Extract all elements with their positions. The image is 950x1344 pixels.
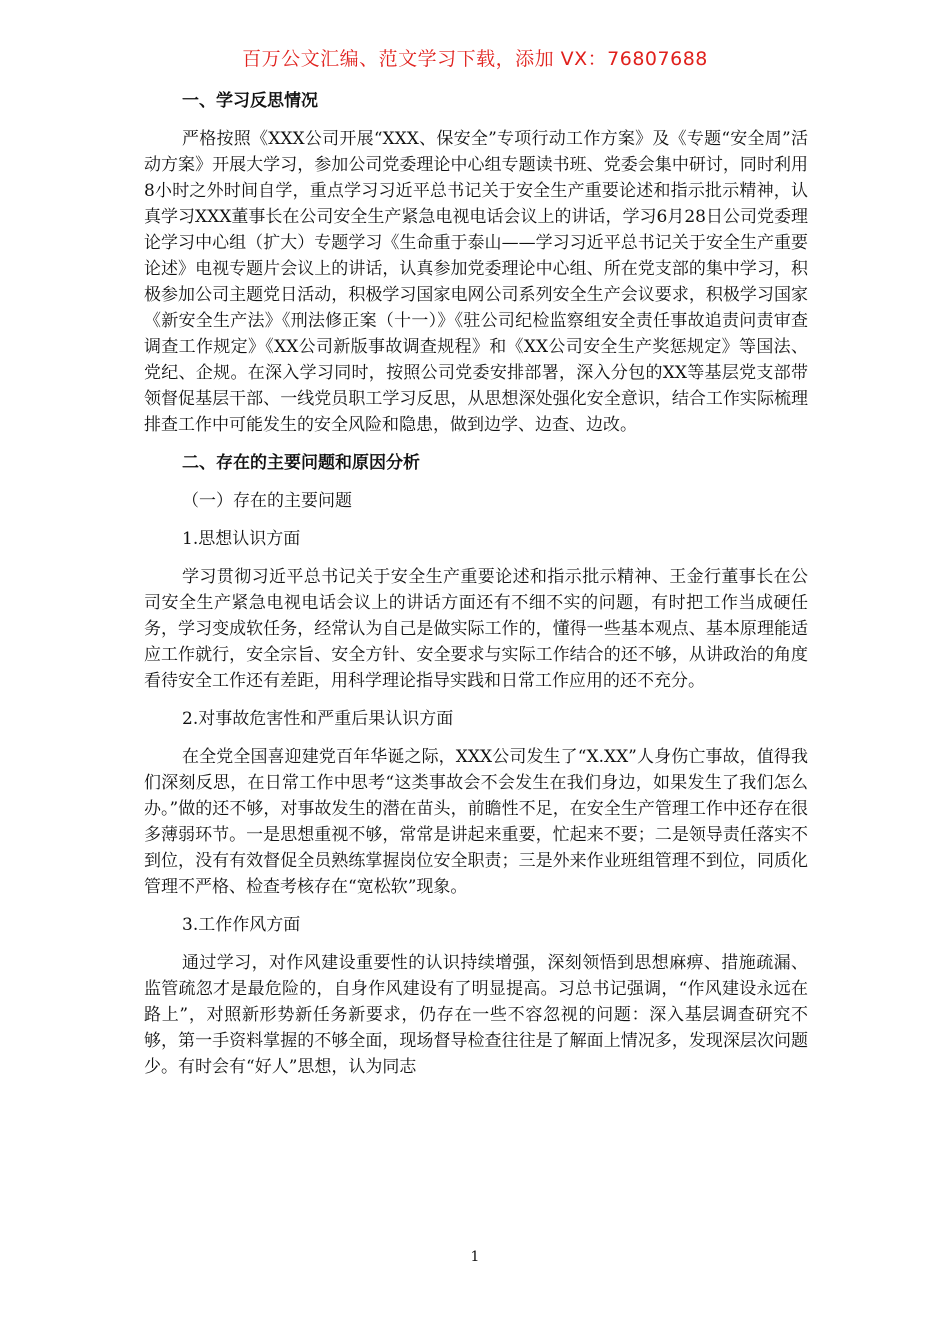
section-2-subheading: （一）存在的主要问题 bbox=[182, 491, 352, 511]
section-1-heading: 一、学习反思情况 bbox=[182, 91, 318, 111]
document-body bbox=[144, 88, 808, 1080]
section-2-heading: 二、存在的主要问题和原因分析 bbox=[182, 453, 420, 473]
item-3-title: 3.工作作风方面 bbox=[182, 915, 301, 935]
section-1-paragraph: 严格按照《XXX公司开展“XXX、保安全”专项行动工作方案》及《专题“安全周”活动方案》开展大学习，参加公司党委理论中心组专题读书班、党委会集中研讨，同时利用8小时之外时间自学，重点学习习近平总书记关于安全生产重要论述和指示批示精神，认真学习XXX董事长在公司安全生产紧急电视电话会议上的讲话，学习6月28日公司党委理论学习中心组（扩大）专题学习《生命重于泰山——学习习近平总书记关于安全生产重要论述》电视专题片会议上的讲话，认真参加党委理论中心组、所在党支部的集中学习，积极参加公司主题党日活动，积极学习国家电网公司系列安全生产会议要求，积极学习国家《新安全生产法》《刑法修正案（十一）》《驻公司纪检监察组安全责任事故追责问责审查调查工作规定》《XX公司新版事故调查规程》和《XX公司安全生产奖惩规定》等国法、党纪、企规。在深入学习同时，按照公司党委安排部署，深入分包的XX等基层党支部带领督促基层干部、一线党员职工学习反思，从思想深处强化安全意识，结合工作实际梳理排查工作中可能发生的安全风险和隐患，做到边学、边查、边改。 bbox=[144, 129, 808, 435]
item-3-paragraph: 通过学习，对作风建设重要性的认识持续增强，深刻领悟到思想麻痹、措施疏漏、监管疏忽才是最危险的，自身作风建设有了明显提高。习总书记强调，“作风建设永远在路上”，对照新形势新任务新要求，仍存在一些不容忽视的问题：深入基层调查研究不够，第一手资料掌握的不够全面，现场督导检查往往是了解面上情况多，发现深层次问题少。有时会有“好人”思想，认为同志 bbox=[144, 953, 808, 1077]
item-1-title: 1.思想认识方面 bbox=[182, 529, 301, 549]
page-number: 1 bbox=[470, 1249, 480, 1265]
item-1-paragraph: 学习贯彻习近平总书记关于安全生产重要论述和指示批示精神、王金行董事长在公司安全生产紧急电视电话会议上的讲话方面还有不细不实的问题，有时把工作当成硬任务，学习变成软任务，经常认为自己是做实际工作的，懂得一些基本观点、基本原理能适应工作就行，安全宗旨、安全方针、安全要求与实际工作结合的还不够，从讲政治的角度看待安全工作还有差距，用科学理论指导实践和日常工作应用的还不充分。 bbox=[144, 567, 808, 691]
watermark-banner: 百万公文汇编、范文学习下载，添加 VX：76807688 bbox=[242, 48, 708, 70]
item-2-title: 2.对事故危害性和严重后果认识方面 bbox=[182, 709, 454, 729]
item-2-paragraph: 在全党全国喜迎建党百年华诞之际，XXX公司发生了“X.XX”人身伤亡事故，值得我们深刻反思，在日常工作中思考“这类事故会不会发生在我们身边，如果发生了我们怎么办。”做的还不够，对事故发生的潜在苗头，前瞻性不足，在安全生产管理工作中还存在很多薄弱环节。一是思想重视不够，常常是讲起来重要，忙起来不要；二是领导责任落实不到位，没有有效督促全员熟练掌握岗位安全职责；三是外来作业班组管理不到位，同质化管理不严格、检查考核存在“宽松软”现象。 bbox=[144, 747, 808, 897]
